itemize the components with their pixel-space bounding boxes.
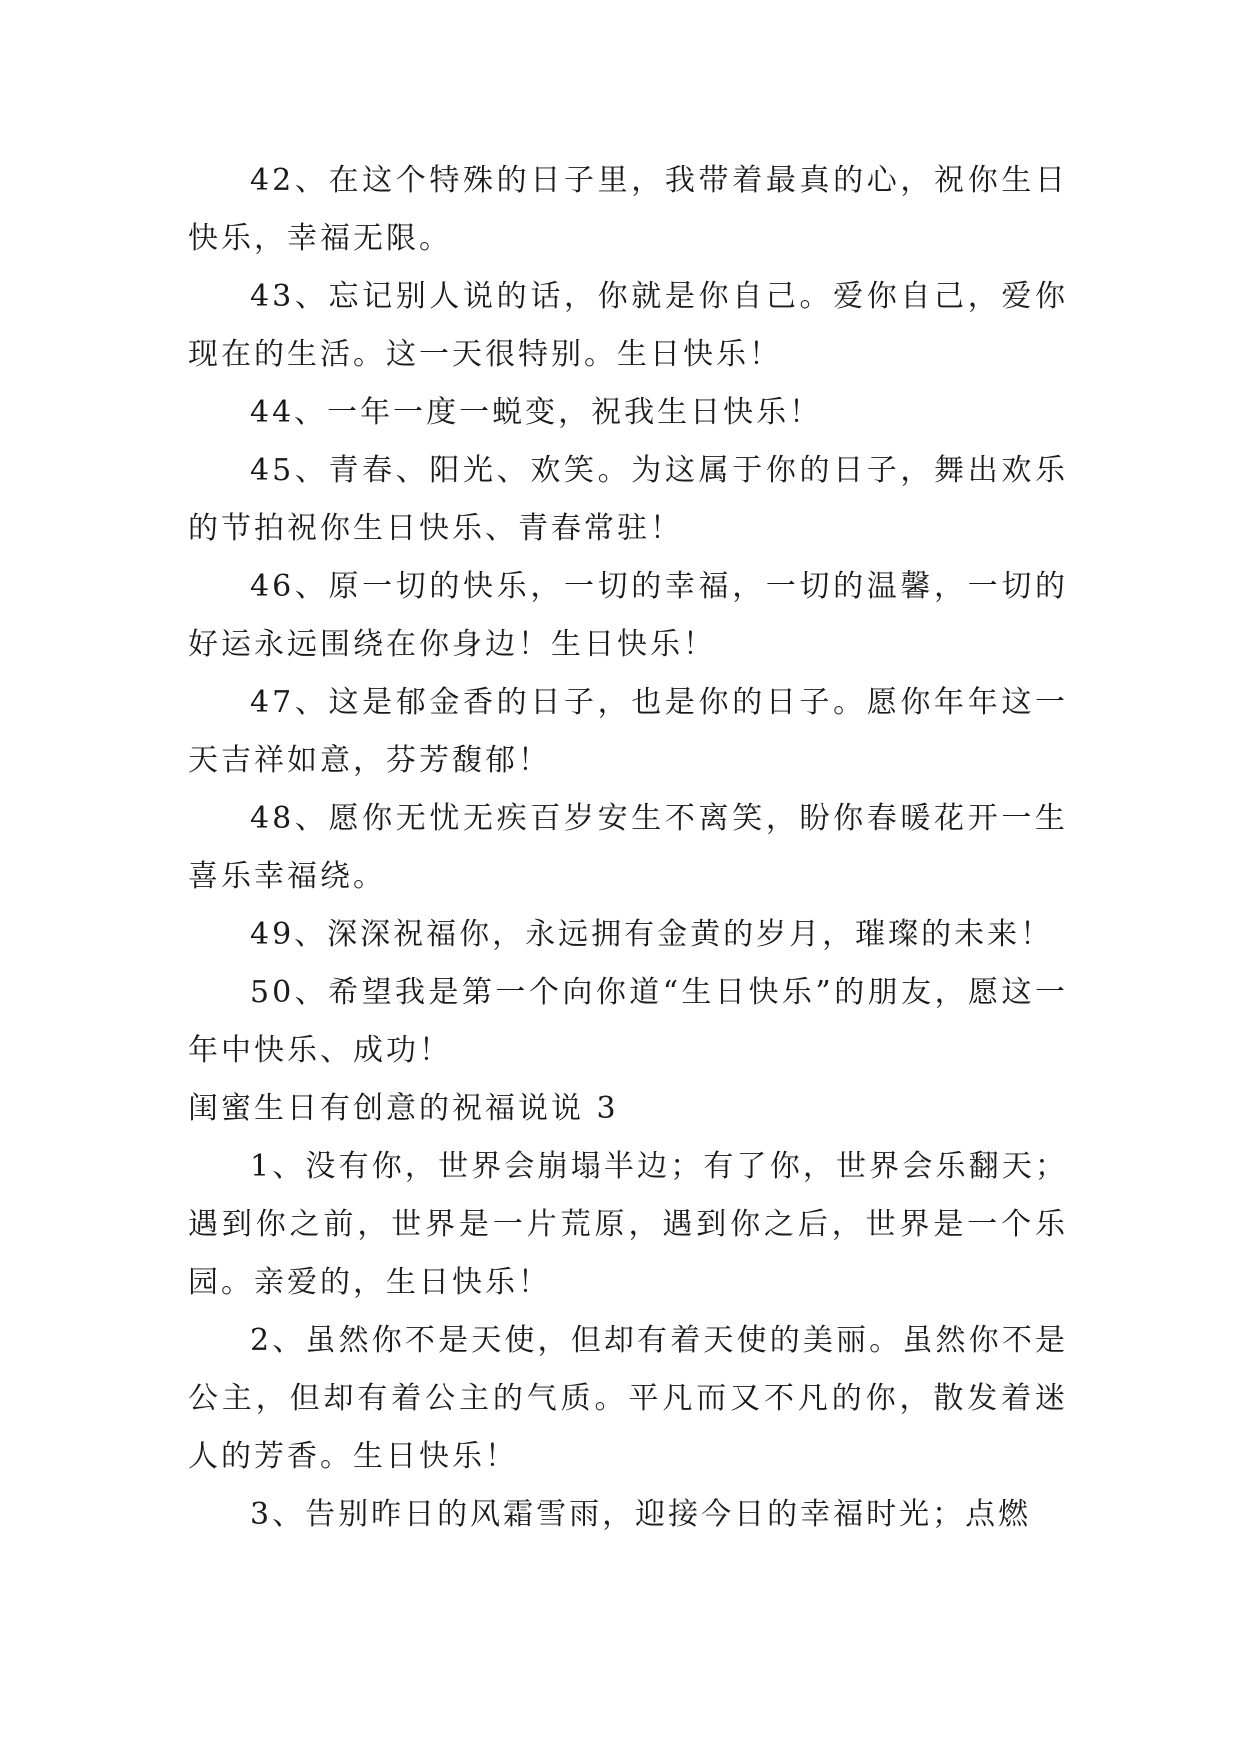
paragraph-42: 42、在这个特殊的日子里，我带着最真的心，祝你生日快乐，幸福无限。	[188, 163, 1068, 256]
paragraph-44: 44、一年一度一蜕变，祝我生日快乐！	[250, 395, 823, 430]
document-body	[188, 152, 1068, 1544]
paragraph-49: 49、深深祝福你，永远拥有金黄的岁月，璀璨的未来！	[250, 917, 1054, 952]
paragraph-46: 46、原一切的快乐，一切的幸福，一切的温馨，一切的好运永远围绕在你身边！生日快乐！	[188, 569, 1068, 662]
paragraph-47: 47、这是郁金香的日子，也是你的日子。愿你年年这一天吉祥如意，芬芳馥郁！	[188, 685, 1068, 778]
paragraph-50: 50、希望我是第一个向你道“生日快乐”的朋友，愿这一年中快乐、成功！	[188, 975, 1068, 1068]
paragraph-1: 1、没有你，世界会崩塌半边；有了你，世界会乐翻天；遇到你之前，世界是一片荒原，遇到你之后，世界是一个乐园。亲爱的，生日快乐！	[188, 1149, 1068, 1300]
section-heading: 闺蜜生日有创意的祝福说说 3	[188, 1091, 619, 1126]
paragraph-43: 43、忘记别人说的话，你就是你自己。爱你自己，爱你现在的生活。这一天很特别。生日快乐！	[188, 279, 1068, 372]
paragraph-48: 48、愿你无忧无疾百岁安生不离笑，盼你春暖花开一生喜乐幸福绕。	[188, 801, 1068, 894]
paragraph-3: 3、告别昨日的风霜雪雨，迎接今日的幸福时光；点燃	[250, 1497, 1032, 1532]
paragraph-45: 45、青春、阳光、欢笑。为这属于你的日子，舞出欢乐的节拍祝你生日快乐、青春常驻！	[188, 453, 1068, 546]
paragraph-2: 2、虽然你不是天使，但却有着天使的美丽。虽然你不是公主，但却有着公主的气质。平凡而又不凡的你，散发着迷人的芳香。生日快乐！	[188, 1323, 1068, 1474]
